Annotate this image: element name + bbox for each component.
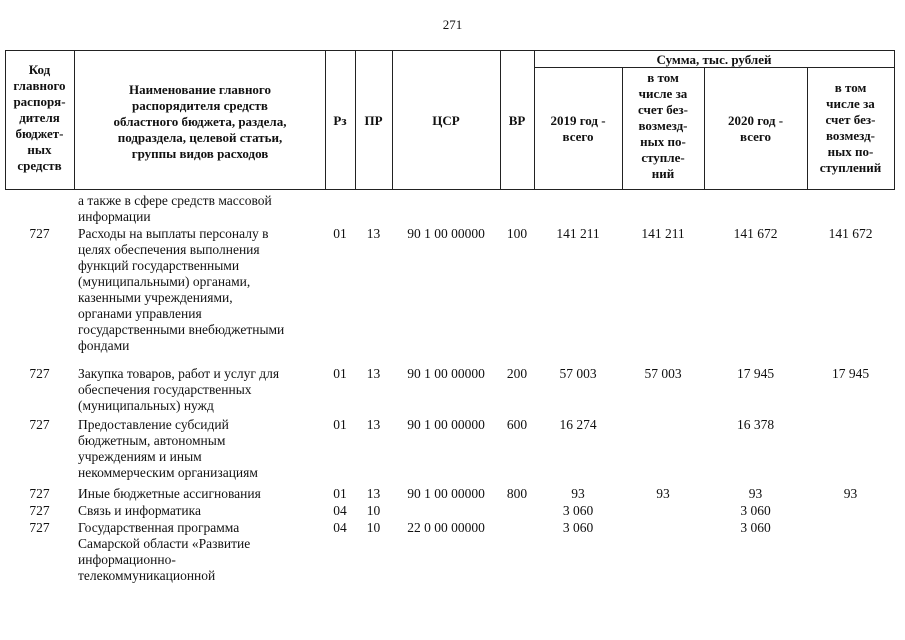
code-cell: 727	[29, 226, 50, 241]
sum-2019-cell: 57 003	[559, 366, 597, 381]
pr-cell: 13	[366, 417, 381, 432]
vr-cell: 800	[506, 486, 528, 501]
rz-cell: 04	[333, 503, 347, 518]
sum-2019-cell: 16 274	[559, 417, 597, 432]
header-incl-2020: в том числе за счет без- возмезд- ных по- ступлений	[819, 80, 882, 175]
rz-cell: 01	[333, 366, 347, 381]
page-number: 271	[442, 17, 463, 32]
sum-2019-cell: 141 211	[556, 226, 600, 241]
header-incl-2019: в том числе за счет без- возмезд- ных по- ступле- ний	[638, 70, 688, 181]
incl-2019-cell: 141 211	[641, 226, 685, 241]
sum-2020-cell: 16 378	[736, 417, 775, 432]
sum-2020-cell: 141 672	[733, 226, 778, 241]
pr-cell: 10	[366, 520, 381, 535]
rz-cell: 01	[333, 417, 347, 432]
incl-2019-cell: 93	[656, 486, 670, 501]
sum-2020-cell: 93	[748, 486, 763, 501]
incl-2020-cell: 141 672	[828, 226, 873, 241]
pr-cell: 13	[366, 486, 381, 501]
code-cell: 727	[29, 366, 50, 381]
header-sum: Сумма, тыс. рублей	[656, 52, 772, 67]
name-cell: Предоставление субсидий бюджетным, автономным учреждениям и иным некоммерческим организациям	[78, 417, 258, 480]
vr-cell: 600	[506, 417, 528, 432]
header-vr: ВР	[508, 113, 526, 128]
rz-cell: 01	[333, 226, 347, 241]
pr-cell: 13	[366, 226, 381, 241]
name-cell: Иные бюджетные ассигнования	[78, 486, 261, 501]
sum-2019-cell: 93	[571, 486, 585, 501]
header-pr: ПР	[364, 113, 383, 128]
sum-2020-cell: 3 060	[740, 520, 771, 535]
continuation-text: а также в сфере средств массовой информации	[78, 193, 272, 224]
vr-cell: 200	[506, 366, 528, 381]
header-rz: Рз	[333, 113, 347, 128]
vr-cell: 100	[506, 226, 528, 241]
rz-cell: 01	[333, 486, 347, 501]
code-cell: 727	[29, 520, 50, 535]
sum-2019-cell: 3 060	[562, 503, 594, 518]
incl-2020-cell: 17 945	[831, 366, 870, 381]
header-csr: ЦСР	[432, 113, 460, 128]
code-cell: 727	[29, 417, 50, 432]
sum-2020-cell: 3 060	[740, 503, 771, 518]
name-cell: Расходы на выплаты персоналу в целях обеспечения выполнения функций государственными (муниципальными) органами, казенными учреждениями, органами управления государственными внебюджетными фондами	[78, 226, 285, 353]
sum-2019-cell: 3 060	[562, 520, 594, 535]
header-name: Наименование главного распорядителя средств областного бюджета, раздела, подраздела, целевой статьи, группы видов расходов	[113, 82, 287, 161]
header-2020: 2020 год - всего	[727, 113, 784, 144]
csr-cell: 90 1 00 00000	[407, 226, 485, 241]
incl-2019-cell: 57 003	[644, 366, 682, 381]
code-cell: 727	[29, 486, 50, 501]
pr-cell: 13	[366, 366, 381, 381]
header-2019: 2019 год - всего	[550, 113, 606, 144]
sum-2020-cell: 17 945	[736, 366, 775, 381]
csr-cell: 90 1 00 00000	[407, 486, 485, 501]
csr-cell: 90 1 00 00000	[407, 366, 485, 381]
code-cell: 727	[29, 503, 50, 518]
csr-cell: 90 1 00 00000	[407, 417, 485, 432]
name-cell: Закупка товаров, работ и услуг для обеспечения государственных (муниципальных) нужд	[78, 366, 280, 413]
name-cell: Связь и информатика	[78, 503, 201, 518]
pr-cell: 10	[366, 503, 381, 518]
name-cell: Государственная программа Самарской области «Развитие информационно- телекоммуникационной	[78, 520, 251, 583]
csr-cell: 22 0 00 00000	[407, 520, 485, 535]
incl-2020-cell: 93	[843, 486, 858, 501]
rz-cell: 04	[333, 520, 347, 535]
header-code: Код главного распоря- дителя бюджет- ных средств	[13, 62, 66, 173]
